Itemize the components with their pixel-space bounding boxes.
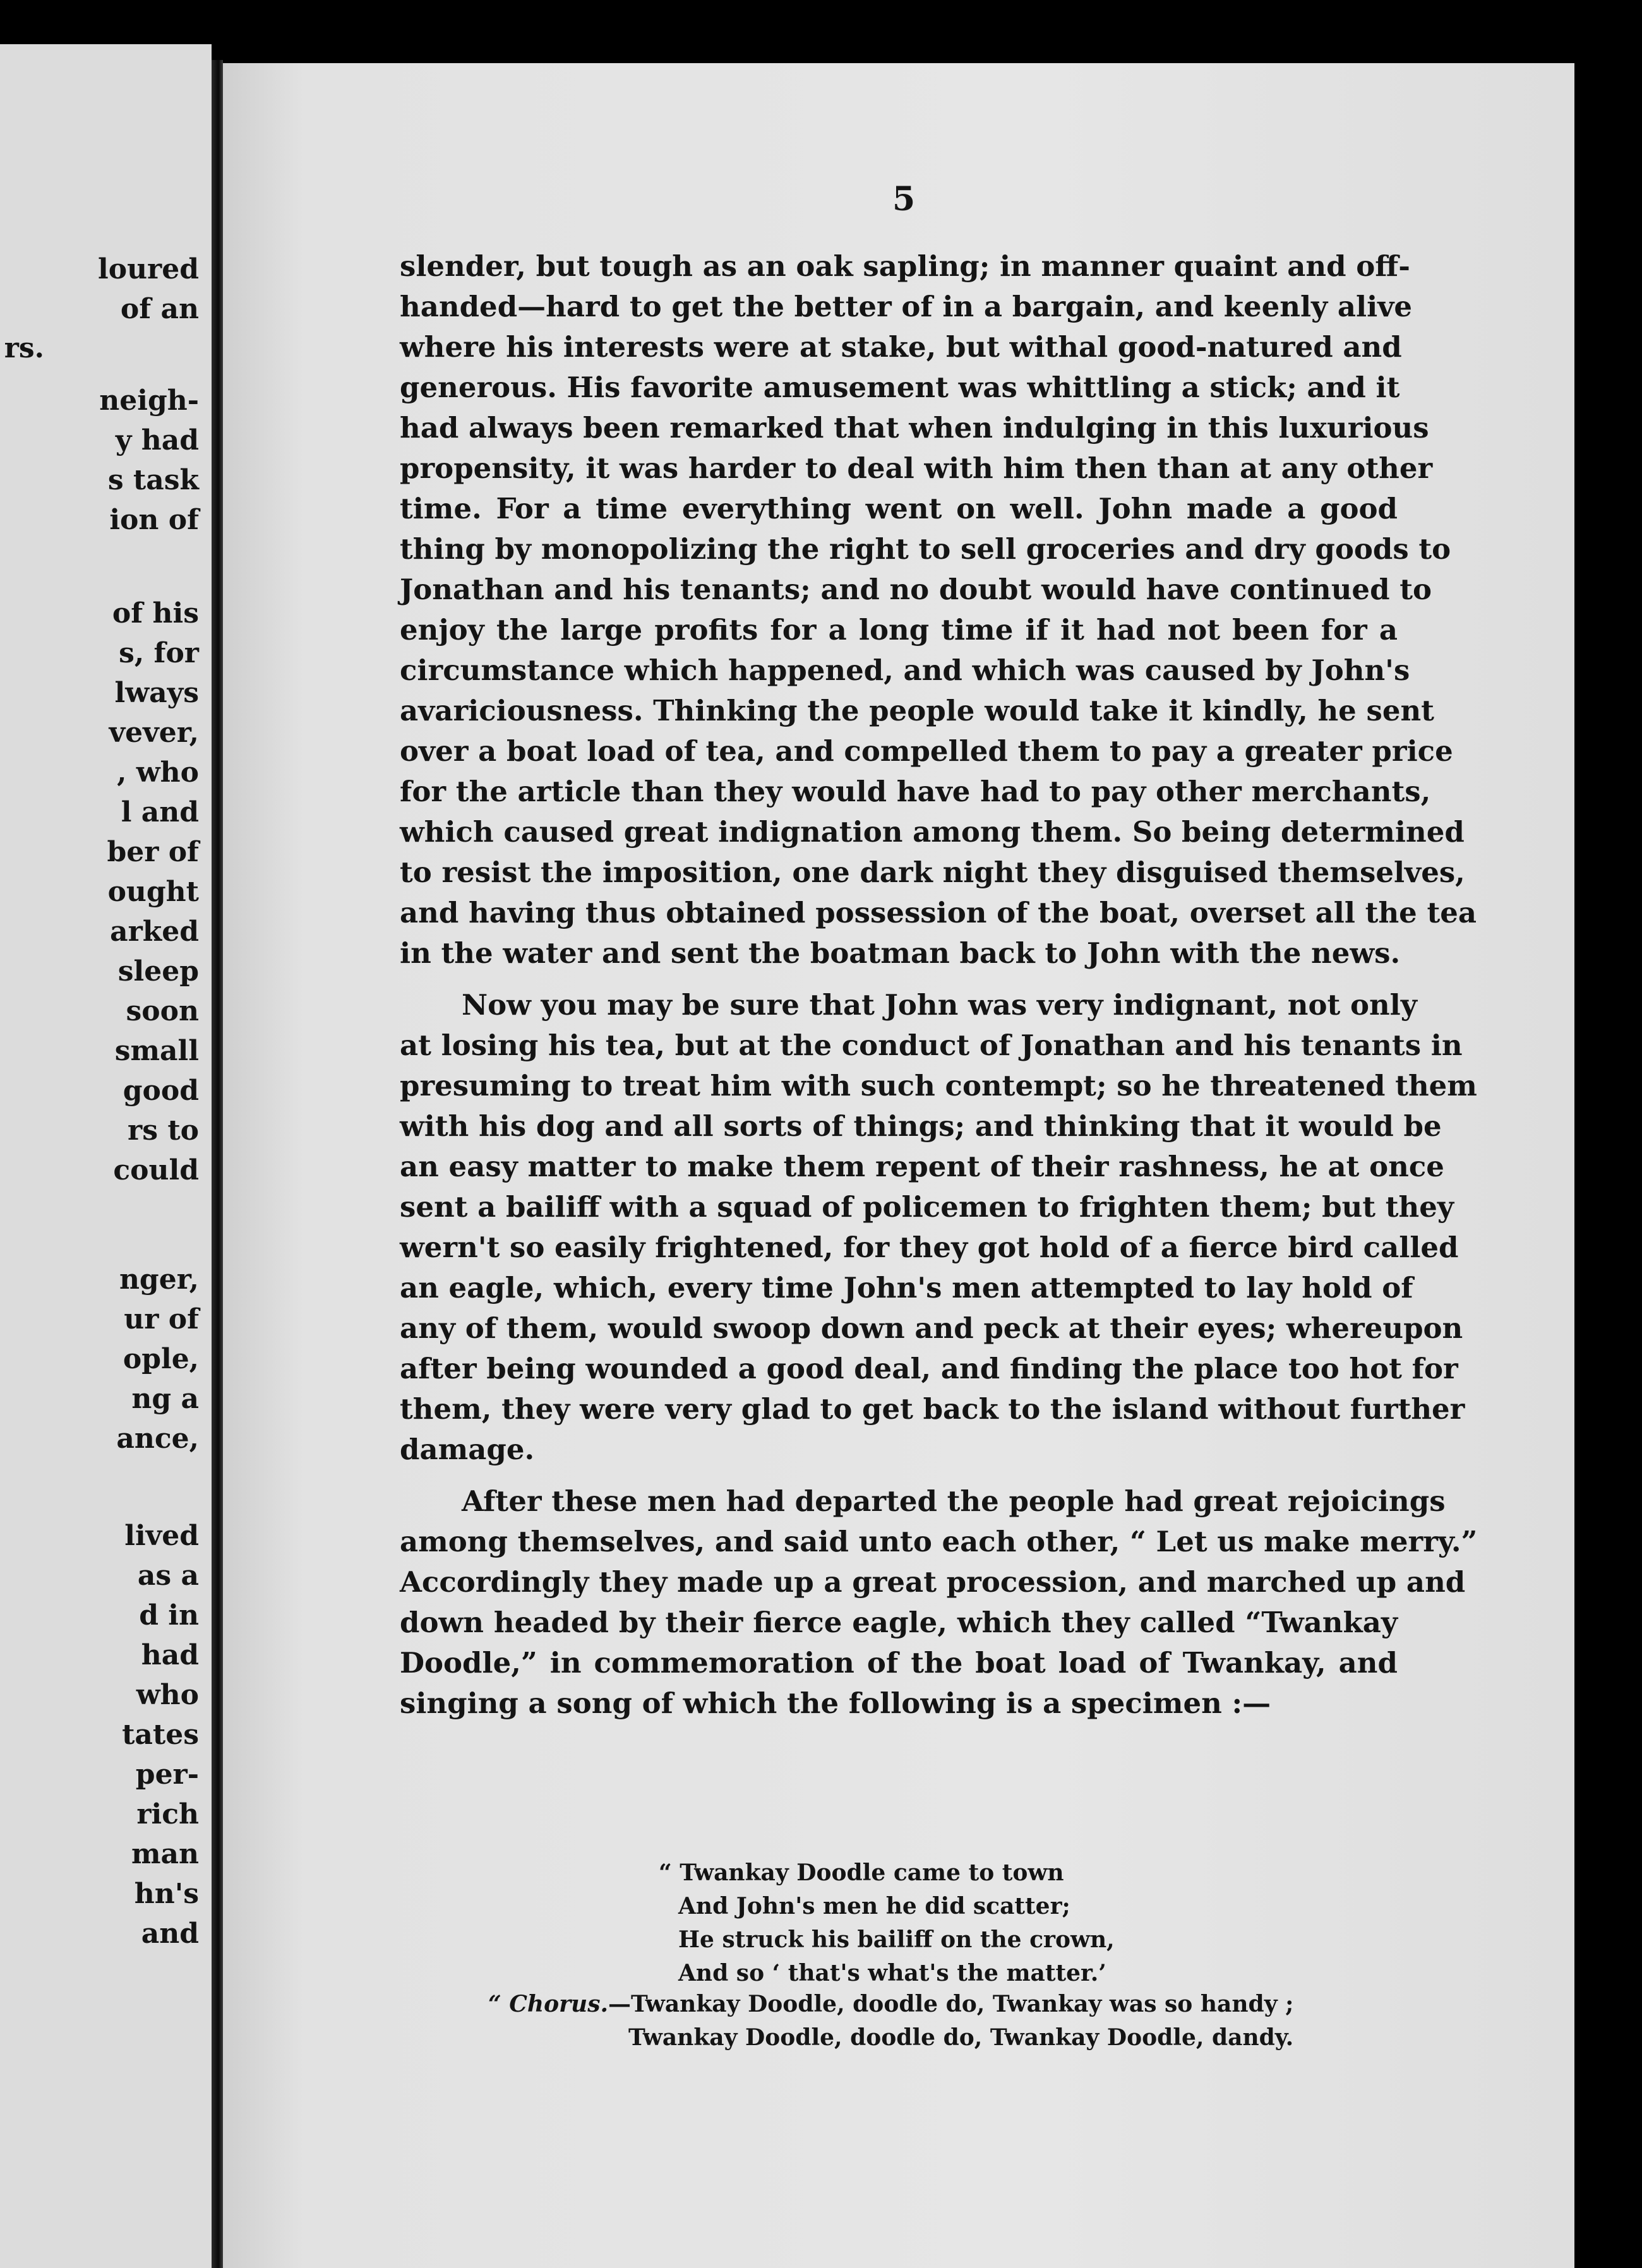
text-line: singing a song of which the following is a specimen :— xyxy=(400,1686,1271,1720)
left-fragment-line: y had xyxy=(115,424,199,457)
text-line: Doodle,” in commemoration of the boat load of Twankay, and xyxy=(400,1646,1398,1680)
left-fragment-line: hn's xyxy=(134,1878,199,1910)
left-fragment-line: vever, xyxy=(109,717,199,749)
left-fragment-line: arked xyxy=(110,916,199,948)
song-chorus xyxy=(488,1988,1293,2055)
text-line: any of them, would swoop down and peck at their eyes; whereupon xyxy=(400,1311,1463,1345)
book-gutter xyxy=(212,60,223,2268)
left-fragment-line: ng a xyxy=(131,1383,199,1415)
chorus-label: “ Chorus. xyxy=(488,1991,609,2017)
left-fragment-line: per- xyxy=(135,1758,199,1791)
text-line: thing by monopolizing the right to sell groceries and dry goods to xyxy=(400,532,1451,566)
left-fragment-line: lived xyxy=(124,1520,199,1552)
text-line: After these men had departed the people had great rejoicings xyxy=(462,1484,1446,1518)
text-line: to resist the imposition, one dark night they disguised themselves, xyxy=(400,856,1465,889)
left-fragment-line: l and xyxy=(121,796,199,828)
text-line: generous. His favorite amusement was whittling a stick; and it xyxy=(400,371,1400,404)
text-line: down headed by their fierce eagle, which they called “Twankay xyxy=(400,1606,1398,1639)
text-line: an easy matter to make them repent of their rashness, he at once xyxy=(400,1150,1444,1183)
text-line: Accordingly they made up a great procession, and marched up and xyxy=(400,1565,1466,1599)
left-fragment-line: tates xyxy=(122,1719,199,1751)
text-line: enjoy the large profits for a long time if it had not been for a xyxy=(400,613,1398,647)
left-fragment-line: ance, xyxy=(116,1423,199,1455)
text-line: had always been remarked that when indulging in this luxurious xyxy=(400,411,1429,445)
text-line: damage. xyxy=(400,1433,535,1466)
text-line: handed—hard to get the better of in a bargain, and keenly alive xyxy=(400,290,1412,323)
text-line: presuming to treat him with such contempt; so he threatened them xyxy=(400,1069,1477,1102)
text-line: and having thus obtained possession of the boat, overset all the tea xyxy=(400,896,1477,929)
left-fragment-line: ion of xyxy=(109,504,199,536)
text-line: for the article than they would have had to pay other merchants, xyxy=(400,775,1431,808)
text-line: an eagle, which, every time John's men attempted to lay hold of xyxy=(400,1271,1413,1304)
left-fragment-line: s, for xyxy=(119,637,199,669)
verse-line: And so ‘ that's what's the matter.’ xyxy=(678,1960,1106,1986)
left-fragment-line: of an xyxy=(120,293,199,325)
left-fragment-line: neigh- xyxy=(99,385,199,417)
left-fragment-line: nger, xyxy=(119,1263,199,1296)
left-fragment-line: d in xyxy=(139,1599,199,1632)
text-line: Now you may be sure that John was very indignant, not only xyxy=(462,988,1417,1022)
text-line: slender, but tough as an oak sapling; in manner quaint and off- xyxy=(400,249,1410,283)
text-line: where his interests were at stake, but withal good-natured and xyxy=(400,330,1402,364)
page-number: 5 xyxy=(892,180,916,218)
left-fragment-line: as a xyxy=(137,1560,199,1592)
text-line: among themselves, and said unto each other, “ Let us make merry.” xyxy=(400,1525,1478,1558)
left-fragment-line: soon xyxy=(126,995,199,1027)
left-fragment-line: rich xyxy=(136,1798,199,1830)
left-fragment-line: man xyxy=(131,1838,199,1870)
body-text xyxy=(400,246,1478,1724)
text-line: propensity, it was harder to deal with him then than at any other xyxy=(400,451,1433,485)
left-fragment-line: had xyxy=(141,1639,199,1671)
song-verse xyxy=(659,1856,1115,1990)
text-line: which caused great indignation among them. So being determined xyxy=(400,815,1465,849)
left-fragment-line: ber of xyxy=(107,836,199,868)
text-line: circumstance which happened, and which was caused by John's xyxy=(400,654,1410,687)
left-fragment-line: sleep xyxy=(117,955,199,988)
chorus-line: Twankay Doodle, doodle do, Twankay Doodle, dandy. xyxy=(628,2024,1294,2051)
left-fragment-line: ople, xyxy=(123,1343,199,1375)
left-fragment-line: rs to xyxy=(128,1114,199,1147)
left-fragment-line: loured xyxy=(98,253,199,285)
left-fragment-line: who xyxy=(136,1679,199,1711)
left-fragment-line: of his xyxy=(112,597,199,630)
text-line: after being wounded a good deal, and finding the place too hot for xyxy=(400,1352,1458,1385)
verse-line: He struck his bailiff on the crown, xyxy=(678,1926,1115,1953)
text-line: wern't so easily frightened, for they got hold of a fierce bird called xyxy=(400,1231,1459,1264)
text-line: with his dog and all sorts of things; and thinking that it would be xyxy=(400,1109,1442,1143)
left-fragment-line: rs. xyxy=(4,332,44,364)
left-fragment-line: , who xyxy=(117,756,199,789)
text-line: at losing his tea, but at the conduct of Jonathan and his tenants in xyxy=(400,1029,1463,1062)
text-line: sent a bailiff with a squad of policemen to frighten them; but they xyxy=(400,1190,1454,1224)
chorus-text: —Twankay Doodle, doodle do, Twankay was so handy ; xyxy=(608,1991,1294,2017)
text-line: in the water and sent the boatman back to John with the news. xyxy=(400,936,1401,970)
text-line: Jonathan and his tenants; and no doubt would have continued to xyxy=(400,573,1432,606)
left-fragment-line: good xyxy=(123,1075,199,1107)
left-fragment-line: ought xyxy=(107,876,199,908)
left-page-fragment xyxy=(0,44,212,2268)
text-line: them, they were very glad to get back to the island without further xyxy=(400,1392,1465,1426)
text-line: time. For a time everything went on well. John made a good xyxy=(400,492,1398,525)
left-fragment-line: ur of xyxy=(124,1303,199,1335)
left-fragment-line: small xyxy=(114,1035,199,1067)
verse-line: “ Twankay Doodle came to town xyxy=(659,1859,1064,1886)
left-fragment-line: s task xyxy=(107,464,199,496)
chorus-line xyxy=(488,1988,1293,2021)
left-fragment-line: and xyxy=(141,1918,199,1950)
verse-line: And John's men he did scatter; xyxy=(678,1893,1070,1919)
text-line: avariciousness. Thinking the people would take it kindly, he sent xyxy=(400,694,1434,727)
left-fragment-line: lways xyxy=(114,677,199,709)
book-page xyxy=(223,63,1574,2268)
left-fragment-line: could xyxy=(113,1154,199,1186)
text-line: over a boat load of tea, and compelled them to pay a greater price xyxy=(400,734,1453,768)
